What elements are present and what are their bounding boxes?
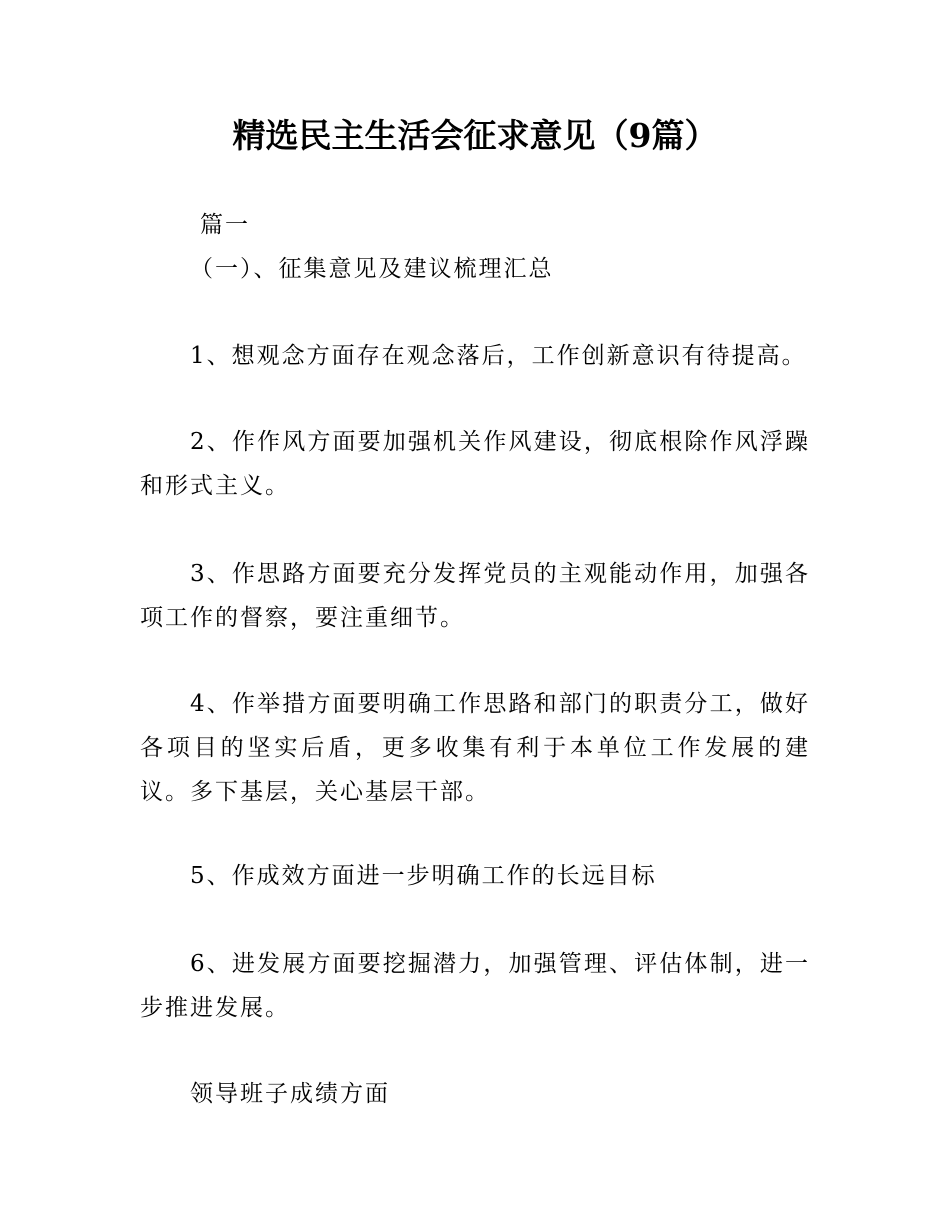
subheading: （一）、征集意见及建议梳理汇总 (190, 256, 554, 282)
paragraph-4: 4、作举措方面要明确工作思路和部门的职责分工，做好各项目的坚实后盾，更多收集有利于本单位工作发展的建议。多下基层，关心基层干部。 (140, 691, 810, 805)
paragraph-5: 5、作成效方面进一步明确工作的长远目标 (190, 863, 657, 889)
paragraph-2: 2、作作风方面要加强机关作风建设，彻底根除作风浮躁和形式主义。 (140, 429, 810, 499)
closing-heading: 领导班子成绩方面 (190, 1081, 390, 1107)
paragraph-6: 6、进发展方面要挖掘潜力，加强管理、评估体制，进一步推进发展。 (140, 951, 810, 1021)
section-label: 篇一 (200, 212, 250, 238)
document-title: 精选民主生活会征求意见（9篇） (232, 116, 718, 155)
paragraph-1: 1、想观念方面存在观念落后，工作创新意识有待提高。 (190, 343, 807, 369)
paragraph-3: 3、作思路方面要充分发挥党员的主观能动作用，加强各项工作的督察，要注重细节。 (140, 561, 810, 631)
